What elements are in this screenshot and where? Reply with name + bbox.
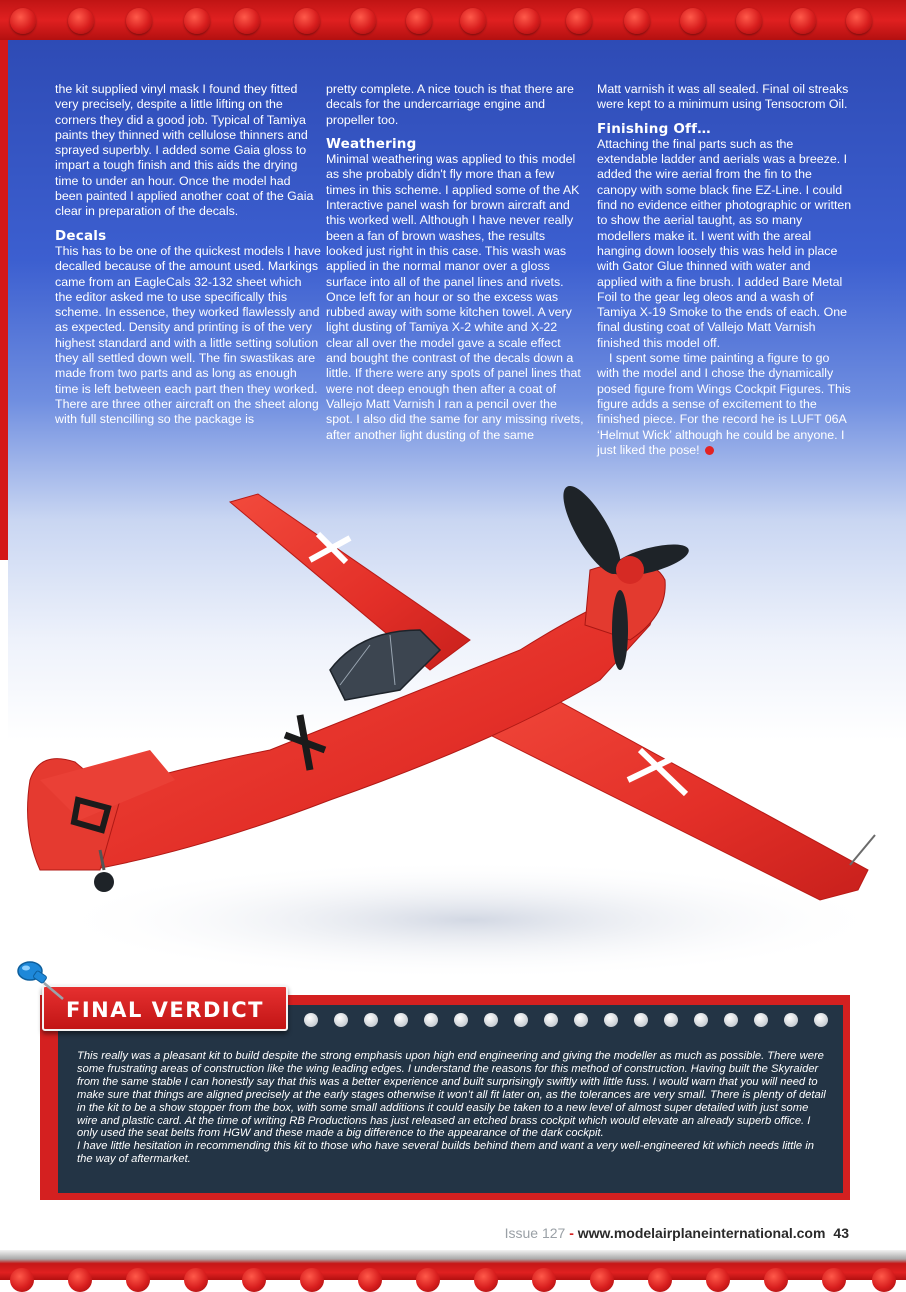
border-stud (624, 8, 650, 34)
body-paragraph: Attaching the final parts such as the extendable ladder and aerials was a breeze. I added the wire aerial from the fin to the canopy with some black fine EZ-Line. I could find no evidence either photographic or written to show the aerial taught, as so many modellers make it. I went with the areal hanging down loosely this was held in place with Gator Glue thinned with water and applied with a fine brush. I added Bare Metal Foil to the gear leg oleos and a wash of Tamiya X-19 Smoke to the ends of each. One final dusting coat of Vallejo Matt Varnish finished this model off. (597, 136, 852, 350)
verdict-dot (694, 1013, 708, 1027)
verdict-paragraph: I have little hesitation in recommending this kit to those who have several builds behind them and want a very well-engineered kit which needs little in the way of aftermarket. (77, 1140, 814, 1166)
border-stud (474, 1268, 498, 1292)
border-stud (822, 1268, 846, 1292)
section-heading-finishing-off: Finishing Off… (597, 120, 711, 137)
body-paragraph (597, 351, 853, 458)
page-number: 43 (833, 1225, 849, 1241)
aircraft-model-photo (0, 450, 906, 1010)
verdict-dot (604, 1013, 618, 1027)
border-stud (706, 1268, 730, 1292)
verdict-dot (784, 1013, 798, 1027)
border-stud (514, 8, 540, 34)
verdict-dot (454, 1013, 468, 1027)
article-column-1 (55, 82, 321, 428)
verdict-dot (394, 1013, 408, 1027)
issue-number: Issue 127 (504, 1225, 566, 1241)
push-pin-icon (8, 955, 68, 1005)
verdict-dot (754, 1013, 768, 1027)
website-link: www.modelairplaneinternational.com (577, 1225, 826, 1241)
body-paragraph: Minimal weathering was applied to this model as she probably didn't fly more than a few times in this scheme. I applied some of the AK Interactive panel wash for brown aircraft and this worked well. Although I have never really been a fan of brown washes, the results looked just right in this case. This wash was applied in the normal manor over a gloss surface into all of the panel lines and rivets. Once left for an hour or so the excess was rubbed away with some kitchen towel. A very light dusting of Tamiya X-2 white and X-22 clear all over the model gave a scale effect and bought the contrast of the decals down a little. If there were any spots of panel lines that were not deep enough then after a coat of Vallejo Matt Varnish I ran a pencil over the spot. I also did the same for any missing rivets, after another light dusting of the same (326, 152, 584, 442)
page-footer (505, 1225, 849, 1241)
border-stud (406, 8, 432, 34)
border-stud (790, 8, 816, 34)
section-heading-decals: Decals (55, 227, 107, 244)
border-stud (10, 8, 36, 34)
border-stud (680, 8, 706, 34)
verdict-dot (724, 1013, 738, 1027)
body-paragraph: the kit supplied vinyl mask I found they fitted very precisely, despite a little lifting on the corners they did a good job. Typical of Tamiya paints they thinned with cellulose thinners and sprayed superbly. I added some Gaia gloss to impart a tough finish and this aids the drying time to under an hour. Once the model had been painted I applied another coat of the Gaia clear in preparation of the decals. (55, 82, 314, 219)
border-stud (300, 1268, 324, 1292)
border-stud (566, 8, 592, 34)
border-stud (416, 1268, 440, 1292)
border-stud (184, 8, 210, 34)
border-stud (126, 8, 152, 34)
footer-separator: - (565, 1225, 578, 1241)
body-paragraph: pretty complete. A nice touch is that there are decals for the undercarriage engine and propeller too. (326, 82, 574, 127)
verdict-dot (424, 1013, 438, 1027)
article-column-2 (326, 82, 584, 443)
verdict-dot (544, 1013, 558, 1027)
border-stud (764, 1268, 788, 1292)
border-stud (872, 1268, 896, 1292)
verdict-dot (334, 1013, 348, 1027)
verdict-body (77, 1050, 829, 1166)
verdict-dot (364, 1013, 378, 1027)
border-stud (532, 1268, 556, 1292)
border-stud (460, 8, 486, 34)
verdict-dot (484, 1013, 498, 1027)
verdict-dot (814, 1013, 828, 1027)
border-stud (590, 1268, 614, 1292)
body-paragraph: This has to be one of the quickest models I have decalled because of the amount used. Markings came from an EagleCals 32-132 sheet which the editor asked me to use specifically this scheme. In essence, they worked flawlessly and as expected. Density and printing is of the very highest standard and with a little setting solution they all settled down well. The fin swastikas are made from two parts and as long as enough time is left between each part then they worked. There are three other aircraft on the sheet along with full stencilling so the package is (55, 243, 321, 427)
border-stud (358, 1268, 382, 1292)
verdict-title: FINAL VERDICT (42, 985, 288, 1031)
article-column-3 (597, 82, 853, 458)
verdict-dot (304, 1013, 318, 1027)
border-stud (184, 1268, 208, 1292)
verdict-dot (574, 1013, 588, 1027)
border-stud (350, 8, 376, 34)
border-stud (242, 1268, 266, 1292)
border-stud (68, 8, 94, 34)
border-stud (68, 1268, 92, 1292)
verdict-dot (664, 1013, 678, 1027)
body-paragraph: Matt varnish it was all sealed. Final oil streaks were kept to a minimum using Tensocrom Oil. (597, 82, 849, 112)
border-stud (234, 8, 260, 34)
border-stud (648, 1268, 672, 1292)
border-stud (294, 8, 320, 34)
section-heading-weathering: Weathering (326, 135, 417, 152)
border-stud (10, 1268, 34, 1292)
verdict-dot (514, 1013, 528, 1027)
border-stud (736, 8, 762, 34)
border-stud (846, 8, 872, 34)
border-stud (126, 1268, 150, 1292)
closing-paragraph-text: I spent some time painting a figure to go with the model and I chose the dynamically posed figure from Wings Cockpit Figures. This figure adds a sense of excitement to the finished piece. For the record he is LUFT 06A ‘Helmut Wick’ although he could be anyone. I just liked the pose! (597, 351, 851, 457)
verdict-dot (634, 1013, 648, 1027)
verdict-paragraph: This really was a pleasant kit to build despite the strong emphasis upon high end engineering and giving the modeller as much as possible. There were some frustrating areas of construction like the wing leading edges. I understand the reasons for this method of construction. Having built the Skyraider from the same stable I can honestly say that this was a better experience and built surprisingly swiftly with little fuss. I would warn that you will need to make sure that things are aligned precisely at the early stages otherwise it won’t all fit later on, as the tolerances are very small. There is plenty of detail in the kit to be a show stopper from the box, with some small additions it could easily be taken to a new level of almost super detailed with just some wire and plastic card. At the time of writing RB Productions has just released an etched brass cockpit which would elevate an already superb office. I only used the seat belts from HGW and these made a big difference to the appearance of the dark cockpit. (77, 1050, 826, 1140)
